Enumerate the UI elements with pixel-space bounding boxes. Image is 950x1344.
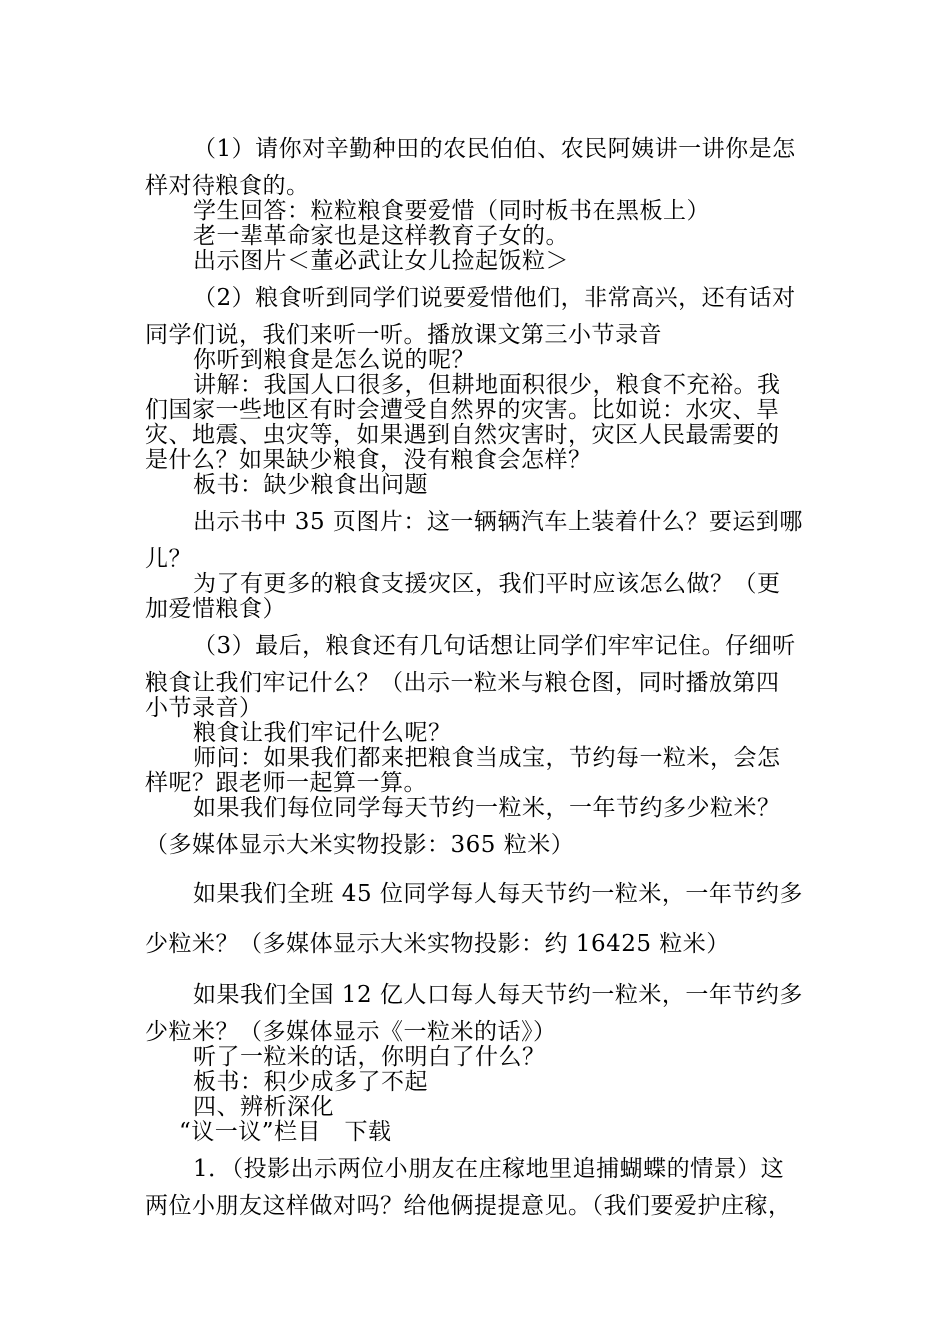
text-line: 粮食让我们牢记什么呢？ bbox=[193, 720, 452, 746]
text-line: 少粒米？（多媒体显示《一粒米的话》） bbox=[145, 1019, 557, 1045]
text-line: 出示图片＜董必武让女儿捡起饭粒＞ bbox=[193, 248, 569, 274]
text-line: 出示书中 35 页图片：这一辆辆汽车上装着什么？要运到哪 bbox=[193, 509, 803, 535]
text-line: 同学们说，我们来听一听。播放课文第三小节录音 bbox=[145, 322, 662, 348]
text-line: 为了有更多的粮食支援灾区，我们平时应该怎么做？（更 bbox=[193, 571, 781, 597]
text-line: （3）最后，粮食还有几句话想让同学们牢牢记住。仔细听 bbox=[193, 633, 796, 659]
text-line: 讲解：我国人口很多，但耕地面积很少，粮食不充裕。我 bbox=[193, 372, 781, 398]
text-line: 是什么？如果缺少粮食，没有粮食会怎样？ bbox=[145, 447, 592, 473]
text-line: 灾、地震、虫灾等，如果遇到自然灾害时，灾区人民最需要的 bbox=[145, 422, 780, 448]
text-line: 粮食让我们牢记什么？（出示一粒米与粮仓图，同时播放第四 bbox=[145, 670, 780, 696]
text-line: 学生回答：粒粒粮食要爱惜（同时板书在黑板上） bbox=[193, 198, 710, 224]
text-line: 们国家一些地区有时会遭受自然界的灾害。比如说：水灾、旱 bbox=[145, 397, 780, 423]
text-line: 两位小朋友这样做对吗？给他俩提提意见。（我们要爱护庄稼， bbox=[145, 1193, 792, 1219]
text-line: 如果我们每位同学每天节约一粒米，一年节约多少粒米？ bbox=[193, 795, 781, 821]
text-line: 1．（投影出示两位小朋友在庄稼地里追捕蝴蝶的情景）这 bbox=[193, 1156, 785, 1182]
text-line: 听了一粒米的话，你明白了什么？ bbox=[193, 1044, 546, 1070]
section-heading: 四、辨析深化 bbox=[193, 1094, 334, 1120]
text-line: 师问：如果我们都来把粮食当成宝，节约每一粒米，会怎 bbox=[193, 745, 781, 771]
text-line: 样呢？跟老师一起算一算。 bbox=[145, 770, 427, 796]
text-line: （2）粮食听到同学们说要爱惜他们，非常高兴，还有话对 bbox=[193, 285, 796, 311]
text-line: 样对待粮食的。 bbox=[145, 173, 310, 199]
text-line: 你听到粮食是怎么说的呢？ bbox=[193, 347, 475, 373]
text-line: 如果我们全班 45 位同学每人每天节约一粒米，一年节约多 bbox=[193, 881, 803, 907]
text-line: “议一议”栏目 下载 bbox=[179, 1119, 392, 1145]
text-line: 儿？ bbox=[145, 546, 192, 572]
text-line: 小节录音） bbox=[145, 695, 263, 721]
text-line: 老一辈革命家也是这样教育子女的。 bbox=[193, 223, 569, 249]
text-line: （多媒体显示大米实物投影：365 粒米） bbox=[145, 832, 575, 858]
text-line: 板书：缺少粮食出问题 bbox=[193, 472, 428, 498]
text-line: 少粒米？（多媒体显示大米实物投影：约 16425 粒米） bbox=[145, 931, 730, 957]
text-line: （1）请你对辛勤种田的农民伯伯、农民阿姨讲一讲你是怎 bbox=[193, 136, 796, 162]
text-line: 板书：积少成多了不起 bbox=[193, 1069, 428, 1095]
text-line: 加爱惜粮食） bbox=[145, 596, 286, 622]
text-line: 如果我们全国 12 亿人口每人每天节约一粒米，一年节约多 bbox=[193, 982, 803, 1008]
